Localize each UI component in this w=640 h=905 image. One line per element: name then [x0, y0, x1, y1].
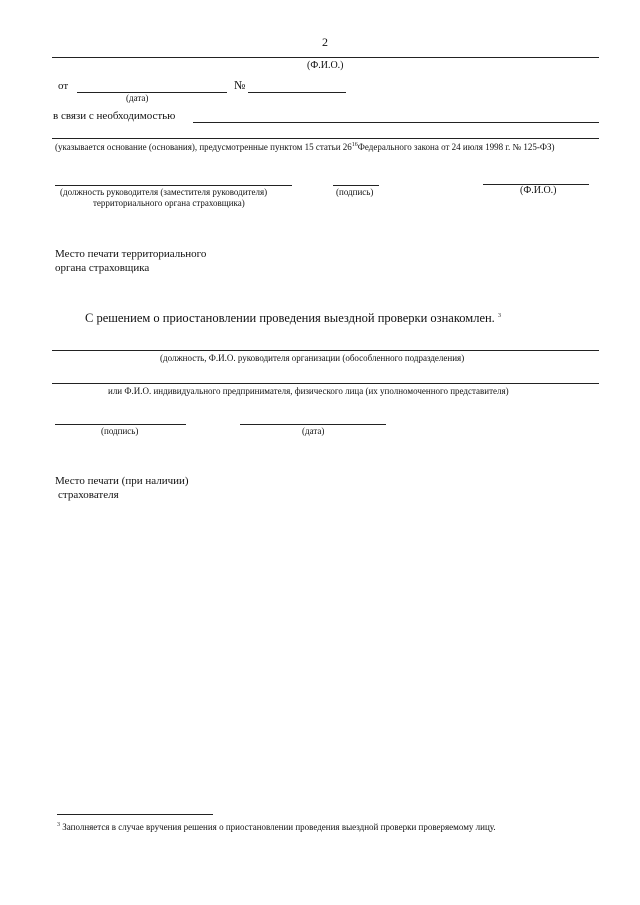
basis-caption: (указывается основание (основания), предусмотренные пунктом 15 статьи $26^{16}Федерального$ закона от 24 июля 1998 г. № 125-ФЗ): [55, 142, 555, 152]
acknowledgement-footnote-mark: 3: [497, 312, 501, 319]
page-number: 2: [322, 35, 328, 49]
policyholder-stamp-line2: страхователя: [58, 489, 119, 501]
footnote: $^3$ Заполняется в случае вручения решения о приостановлении проведения выездной проверки проверяемому лицу.: [57, 822, 496, 832]
necessity-field-line: [193, 122, 599, 123]
head-position-line: [55, 185, 292, 186]
policyholder-date-line: [240, 424, 386, 425]
head-fio-caption: (Ф.И.О.): [520, 185, 557, 196]
org-caption: (должность, Ф.И.О. руководителя организации (обособленного подразделения): [160, 353, 465, 363]
head-signature-caption: (подпись): [336, 187, 374, 197]
date-caption: (дата): [126, 93, 149, 103]
policyholder-date-caption: (дата): [302, 426, 325, 436]
fio-line: [52, 57, 599, 58]
head-position-caption-2: территориального органа страховщика): [93, 198, 245, 208]
number-field-line: [248, 92, 346, 93]
number-label: №: [234, 78, 246, 92]
person-field-line: [52, 383, 599, 384]
head-signature-line: [333, 185, 379, 186]
policyholder-signature-caption: (подпись): [101, 426, 139, 436]
necessity-label: в связи с необходимостью: [53, 110, 176, 122]
date-field-line: [77, 92, 227, 93]
policyholder-signature-line: [55, 424, 186, 425]
from-label: от: [58, 80, 69, 92]
footnote-separator: [57, 814, 213, 815]
person-caption: или Ф.И.О. индивидуального предпринимателя, физического лица (их уполномоченного представителя): [108, 386, 509, 396]
policyholder-stamp-line1: Место печати (при наличии): [55, 475, 189, 487]
basis-field-line: [52, 138, 599, 139]
insurer-stamp-line2: органа страховщика: [55, 262, 150, 274]
org-field-line: [52, 350, 599, 351]
acknowledgement-text: С решением о приостановлении проведения выездной проверки ознакомлен. $^3$: [85, 311, 501, 325]
insurer-stamp-line1: Место печати территориального: [55, 248, 207, 260]
head-position-caption-1: (должность руководителя (заместителя руководителя): [60, 187, 268, 197]
fio-caption: (Ф.И.О.): [307, 60, 344, 71]
